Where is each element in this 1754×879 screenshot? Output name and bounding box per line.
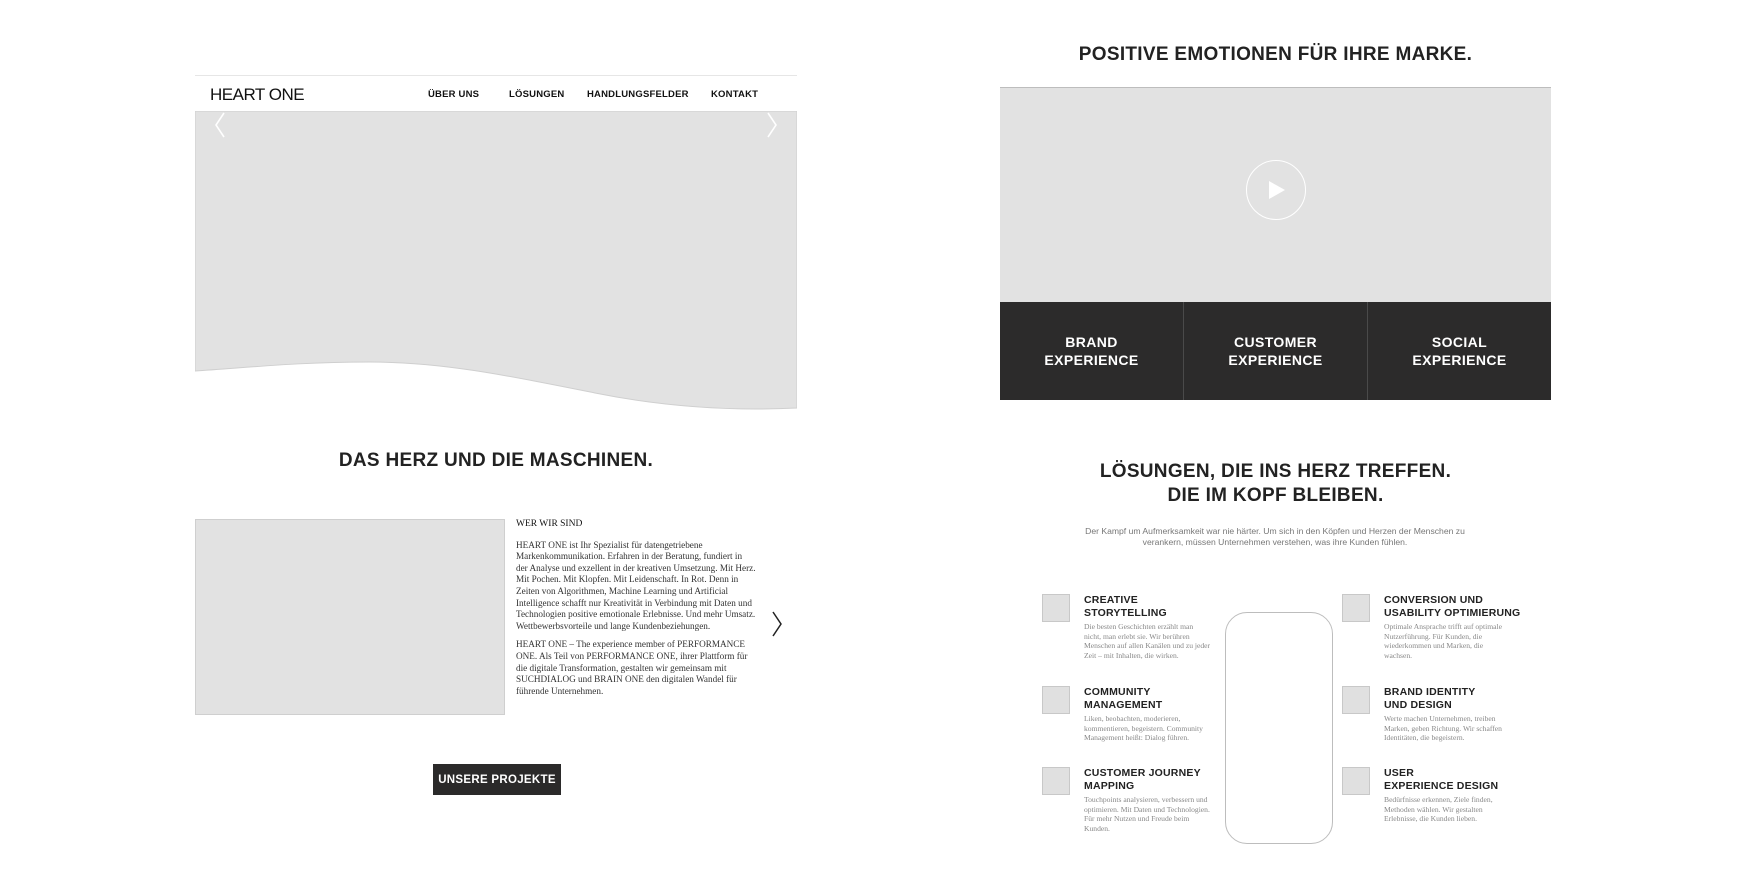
section-title-emotionen: POSITIVE EMOTIONEN FÜR IHRE MARKE. [1078,44,1473,65]
feature-description: Touchpoints analysieren, verbessern und optimieren. Mit Daten und Technologien. Für mehr Nutzen und Freude beim Kunden. [1084,795,1210,833]
about-text [516,519,756,704]
experience-tiles [1000,302,1551,400]
slider-prev-icon[interactable] [213,111,227,139]
feature-title [1384,686,1524,711]
feature-title-line: COMMUNITY [1084,686,1151,698]
phone-outline [1225,612,1333,844]
play-icon [1264,178,1288,202]
logo[interactable]: HEART ONE [210,85,305,104]
tile-label: EXPERIENCE [1412,352,1507,368]
tile-customer-experience[interactable] [1184,302,1368,400]
feature-title [1384,767,1524,792]
hero-image-placeholder [195,111,797,415]
feature-description: Optimale Ansprache trifft auf optimale Nutzerführung. Für Kunden, die wiederkommen und Marken, die wachsen. [1384,622,1502,660]
tile-brand-experience[interactable] [1000,302,1184,400]
feature-icon [1042,767,1070,795]
nav-item-ueber-uns[interactable]: ÜBER UNS [428,89,480,100]
nav-item-kontakt[interactable]: KONTAKT [711,89,759,100]
feature-title [1084,686,1224,711]
about-paragraph: HEART ONE ist Ihr Spezialist für datengetriebene Markenkommunikation. Erfahren in der Beratung, fundiert in der Analyse und exzellent in der kreativen Umsetzung. Mit Herz. Mit Pochen. Mit Klopfen. Mit Leidenschaft. In Rot. Denn in Zeiten von Algorithmen, Machine Learning und Artificial Intelligence schafft nur Kreativität in Verbindung mit Daten und Technologien positive emotionale Erlebnisse. Und mehr Umsatz. Wettbewerbsvorteile und lange Kundenbeziehungen. [516,539,756,631]
solutions-intro: Der Kampf um Aufmerksamkeit war nie härter. Um sich in den Köpfen und Herzen der Menschen zu verankern, müssen Unternehmen verstehen, was ihre Kunden fühlen. [1085,526,1465,547]
feature-description: Werte machen Unternehmen, treiben Marken, geben Richtung. Wir schaffen Identitäten, die begeistern. [1384,714,1502,743]
feature-title-line: USABILITY OPTIMIERUNG [1384,606,1521,619]
feature-description: Bedürfnisse erkennen, Ziele finden, Methoden wählen. Wir gestalten Erlebnisse, die Kunden lieben. [1384,795,1493,824]
feature-title [1384,594,1524,619]
feature-icon [1342,686,1370,714]
feature-title-line: MAPPING [1084,779,1135,792]
feature-title-line: EXPERIENCE DESIGN [1384,779,1499,792]
about-paragraph: HEART ONE – The experience member of PERFORMANCE ONE. Als Teil von PERFORMANCE ONE, ihrer Plattform für die digitale Transformation, gestalten wir gemeinsam mit SUCHDIALOG und BRAIN ONE den digitalen Wandel für führende Unternehmen. [516,639,748,696]
feature-title-line: CREATIVE [1084,594,1138,606]
tile-label: BRAND [1065,334,1118,350]
tile-label: EXPERIENCE [1044,352,1139,368]
chevron-right-icon[interactable] [770,610,784,638]
feature-title-line: UND DESIGN [1384,698,1452,711]
section-title-loesungen [1000,460,1551,508]
solutions-title-line: DIE IM KOPF BLEIBEN. [1167,485,1384,506]
tile-label: SOCIAL [1431,334,1488,350]
feature-title-line: MANAGEMENT [1084,698,1163,711]
hero-slider [195,111,797,415]
nav-item-handlungsfelder[interactable]: HANDLUNGSFELDER [587,89,689,100]
feature-title-line: CONVERSION UND [1384,594,1484,606]
slider-next-icon[interactable] [765,111,779,139]
feature-title-line: BRAND IDENTITY [1384,686,1476,698]
tile-label: EXPERIENCE [1228,352,1323,368]
feature-icon [1042,686,1070,714]
play-button[interactable] [1246,160,1306,220]
site-header [195,75,797,111]
feature-title [1084,594,1224,619]
solutions-title-line: LÖSUNGEN, DIE INS HERZ TREFFEN. [1099,461,1452,482]
nav-item-loesungen[interactable]: LÖSUNGEN [509,89,565,100]
feature-description: Liken, beobachten, moderieren, kommentieren, begeistern. Community Management heißt: Dialog führen. [1084,714,1203,743]
feature-title-line: STORYTELLING [1084,606,1167,619]
about-heading: WER WIR SIND [516,519,583,529]
feature-icon [1342,594,1370,622]
feature-icon [1042,594,1070,622]
tile-social-experience[interactable] [1368,302,1551,400]
feature-title [1084,767,1224,792]
feature-icon [1342,767,1370,795]
tile-label: CUSTOMER [1233,334,1318,350]
feature-description: Die besten Geschichten erzählt man nicht, man erlebt sie. Wir berühren Menschen auf allen Kanälen und zu jeder Zeit – mit Inhalten, die wirken. [1084,622,1211,660]
about-image-placeholder [195,519,505,715]
section-title-herz: DAS HERZ UND DIE MASCHINEN. [338,450,654,471]
feature-title-line: CUSTOMER JOURNEY [1084,767,1201,779]
feature-title-line: USER [1384,767,1414,779]
projects-button[interactable]: UNSERE PROJEKTE [433,764,561,795]
